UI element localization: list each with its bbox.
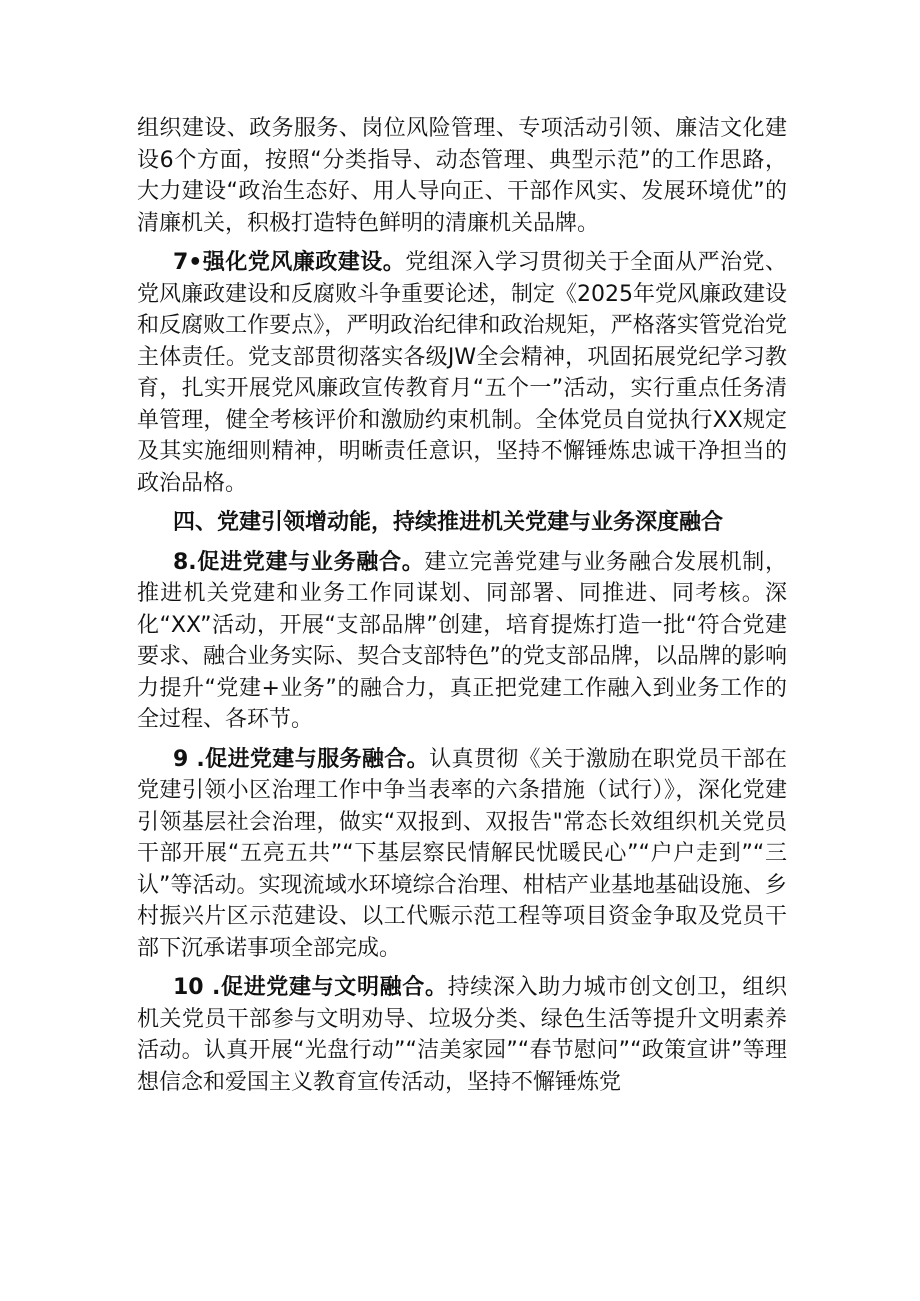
document-page bbox=[137, 113, 787, 1098]
item-9-heading: 9 .促进党建与服务融合。 bbox=[173, 746, 430, 772]
paragraph-item-8 bbox=[137, 547, 787, 736]
item-10-text: 持续深入助力城市创文创卫，组织机关党员干部参与文明劝导、垃圾分类、绿色生活等提升文明素养活动。认真开展“光盘行动”“洁美家园”“春节慰问”“政策宣讲”等理想信念和爱国主义教育宣传活动，坚持不懈锤炼党 bbox=[137, 975, 787, 1095]
paragraph-item-9 bbox=[137, 744, 787, 965]
paragraph-item-7 bbox=[137, 247, 787, 499]
item-8-text: 建立完善党建与业务融合发展机制，推进机关党建和业务工作同谋划、同部署、同推进、同考核。深化“XX”活动，开展“支部品牌”创建，培育提炼打造一批“符合党建要求、融合业务实际、契合支部特色”的党支部品牌，以品牌的影响力提升“党建+业务”的融合力，真正把党建工作融入到业务工作的全过程、各环节。 bbox=[137, 549, 787, 732]
paragraph-continued bbox=[137, 113, 787, 239]
item-9-text: 认真贯彻《关于激励在职党员干部在党建引领小区治理工作中争当表率的六条措施（试行）》，深化党建引领基层社会治理，做实“双报到、双报告"常态长效组织机关党员干部开展“五亮五共”“下基层察民情解民忧暖民心”“户户走到”“三认”等活动。实现流域水环境综合治理、柑桔产业基地基础设施、乡村振兴片区示范建设、以工代赈示范工程等项目资金争取及党员干部下沉承诺事项全部完成。 bbox=[137, 746, 787, 961]
item-7-text: 党组深入学习贯彻关于全面从严治党、党风廉政建设和反腐败斗争重要论述，制定《2025年党风廉政建设和反腐败工作要点》，严明政治纪律和政治规矩，严格落实管党治党主体责任。党支部贯彻落实各级JW全会精神，巩固拓展党纪学习教育，扎实开展党风廉政宣传教育月“五个一”活动，实行重点任务清单管理，健全考核评价和激励约束机制。全体党员自觉执行XX规定及其实施细则精神，明晰责任意识，坚持不懈锤炼忠诚干净担当的政治品格。 bbox=[137, 250, 787, 496]
item-8-heading: 8.促进党建与业务融合。 bbox=[173, 549, 425, 575]
paragraph-item-10 bbox=[137, 972, 787, 1098]
section-4-heading: 四、党建引领增动能，持续推进机关党建与业务深度融合 bbox=[173, 510, 724, 535]
paragraph-text: 组织建设、政务服务、岗位风险管理、专项活动引领、廉洁文化建设6个方面，按照“分类指导、动态管理、典型示范”的工作思路，大力建设“政治生态好、用人导向正、干部作风实、发展环境优”的清廉机关，积极打造特色鲜明的清廉机关品牌。 bbox=[137, 116, 787, 236]
item-10-heading: 10 .促进党建与文明融合。 bbox=[173, 975, 448, 1000]
item-7-heading: 7•强化党风廉政建设。 bbox=[173, 250, 406, 275]
